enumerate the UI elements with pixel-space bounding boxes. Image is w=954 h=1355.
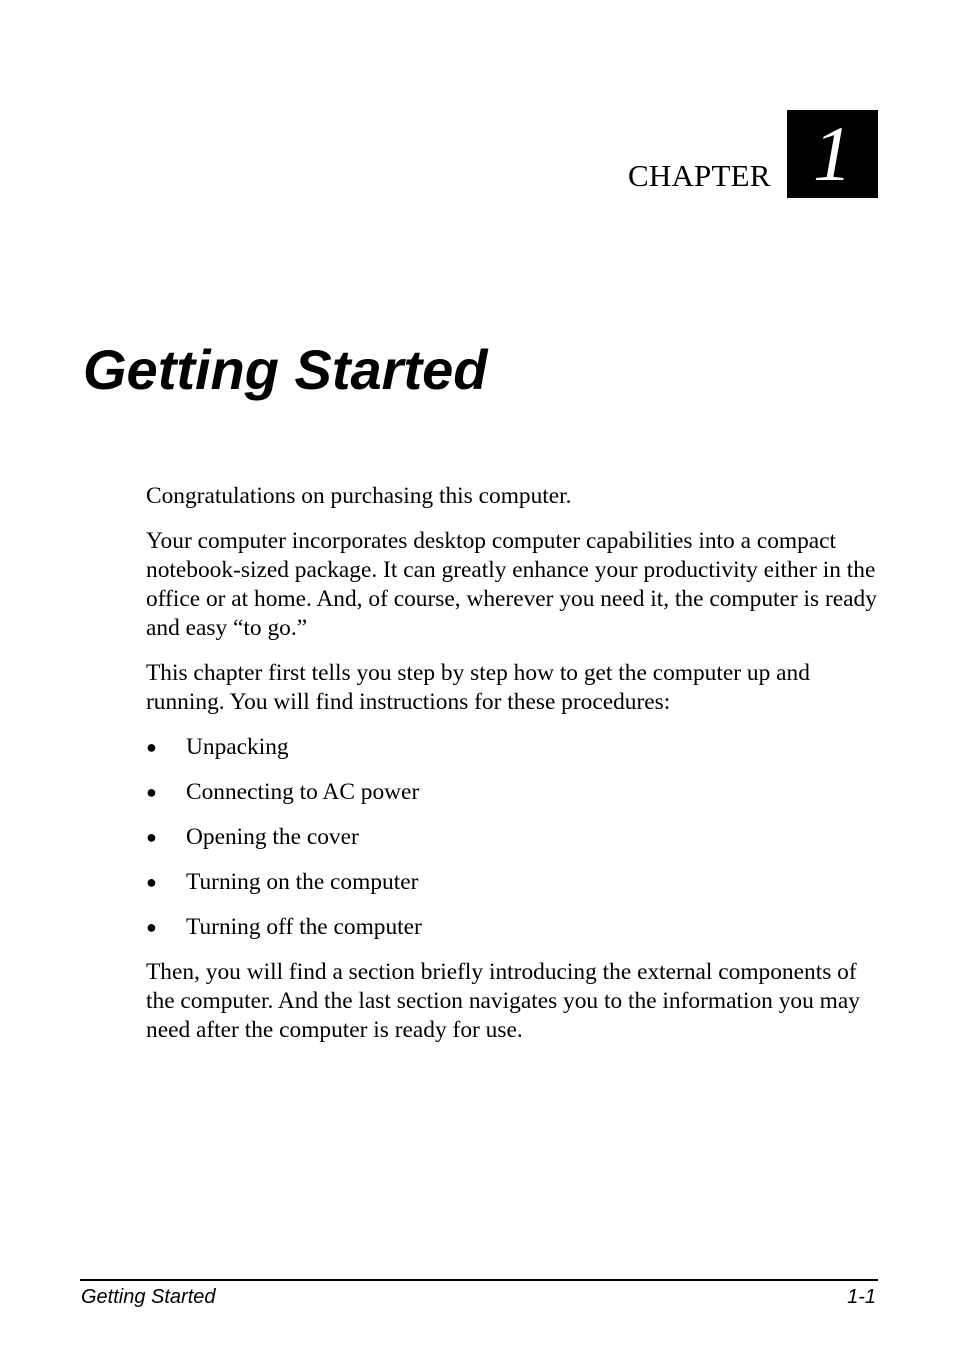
paragraph: Your computer incorporates desktop computer capabilities into a compact notebook-sized package. It can greatly enhance your productivity either in the office or at home. And, of course, wherever you need it, the computer is ready and easy “to go.”	[146, 528, 877, 641]
bullet-icon: ●	[146, 782, 157, 802]
chapter-number-box	[787, 110, 878, 198]
list-item-label: Opening the cover	[186, 824, 359, 850]
bullet-icon: ●	[146, 917, 157, 937]
body-text	[146, 482, 880, 1061]
list-item	[146, 733, 880, 762]
list-item-label: Turning off the computer	[186, 914, 422, 940]
list-item	[146, 913, 880, 942]
paragraph: Congratulations on purchasing this computer.	[146, 483, 572, 509]
list-item	[146, 778, 880, 807]
procedure-list	[146, 733, 880, 942]
paragraph: This chapter first tells you step by step how to get the computer up and running. You will find instructions for these procedures:	[146, 660, 810, 715]
bullet-icon: ●	[146, 872, 157, 892]
list-item-label: Connecting to AC power	[186, 779, 420, 805]
footer-divider	[80, 1279, 878, 1281]
chapter-label: CHAPTER	[628, 158, 771, 193]
list-item	[146, 823, 880, 852]
chapter-number: 1	[813, 110, 852, 197]
bullet-icon: ●	[146, 737, 157, 757]
list-item-label: Unpacking	[186, 734, 289, 760]
bullet-icon: ●	[146, 827, 157, 847]
page-title: Getting Started	[83, 338, 488, 401]
list-item-label: Turning on the computer	[186, 869, 419, 895]
footer-section-title: Getting Started	[81, 1286, 216, 1308]
list-item	[146, 868, 880, 897]
footer-page-number: 1-1	[847, 1286, 876, 1308]
closing-paragraph: Then, you will find a section briefly introducing the external components of the computer. And the last section navigates you to the information you may need after the computer is ready for use.	[146, 959, 860, 1043]
